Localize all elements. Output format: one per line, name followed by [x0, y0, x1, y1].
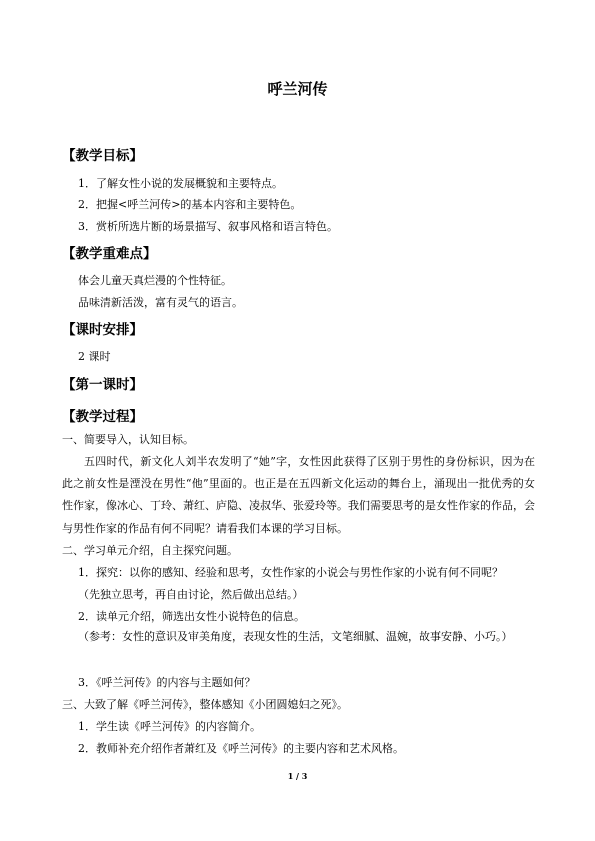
key-points-heading: 【教学重难点】: [62, 246, 157, 262]
process-heading: 【教学过程】: [62, 409, 143, 425]
step2-item-1: 1．探究：以你的感知、经验和思考，女性作家的小说会与男性作家的小说有何不同呢？: [78, 566, 503, 579]
step2-item-1-note: （先独立思考，再自由讨论，然后做出总结。）: [78, 588, 304, 601]
objective-item-1: 1．了解女性小说的发展概貌和主要特点。: [78, 177, 283, 190]
key-point-item-1: 体会儿童天真烂漫的个性特征。: [78, 274, 232, 287]
intro-paragraph: 五四时代，新文化人刘半农发明了“她”字，女性因此获得了区别于男性的身份标识，因为在此之前女性是湮没在男性“他”里面的。也正是在五四新文化运动的舞台上，涌现出一批优秀的女性作家，像冰心、丁玲、萧红、庐隐、凌叔华、张爱玲等。我们需要思考的是女性作家的作品，会与男性作家的作品有何不同呢？请看我们本课的学习目标。: [62, 455, 535, 535]
first-lesson-heading: 【第一课时】: [62, 377, 143, 393]
schedule-text: 2 课时: [78, 350, 111, 363]
process-step-3: 三、大致了解《呼兰河传》，整体感知《小团圆媳妇之死》。: [62, 698, 348, 711]
page-number: 1 / 3: [287, 771, 308, 781]
process-step-1: 一、简要导入，认知目标。: [62, 433, 194, 446]
step2-item-3: 3．《呼兰河传》的内容与主题如何？: [78, 676, 256, 689]
step3-item-2: 2．教师补充介绍作者萧红及《呼兰河传》的主要内容和艺术风格。: [78, 742, 404, 755]
key-point-item-2: 品味清新活泼，富有灵气的语言。: [78, 296, 243, 309]
objectives-heading: 【教学目标】: [62, 148, 143, 164]
step2-item-2: 2．读单元介绍，筛选出女性小说特色的信息。: [78, 610, 305, 623]
step3-item-1: 1．学生读《呼兰河传》的内容简介。: [78, 720, 261, 733]
page-title: 呼兰河传: [267, 80, 328, 98]
objective-item-2: 2．把握<呼兰河传>的基本内容和主要特色。: [78, 198, 302, 211]
step2-item-2-note: （参考：女性的意识及审美角度，表现女性的生活，文笔细腻、温婉，故事安静、小巧。）: [78, 630, 513, 643]
objective-item-3: 3．赏析所选片断的场景描写、叙事风格和语言特色。: [78, 220, 338, 233]
schedule-heading: 【课时安排】: [62, 322, 143, 338]
process-step-2: 二、学习单元介绍，自主探究问题。: [62, 544, 238, 557]
